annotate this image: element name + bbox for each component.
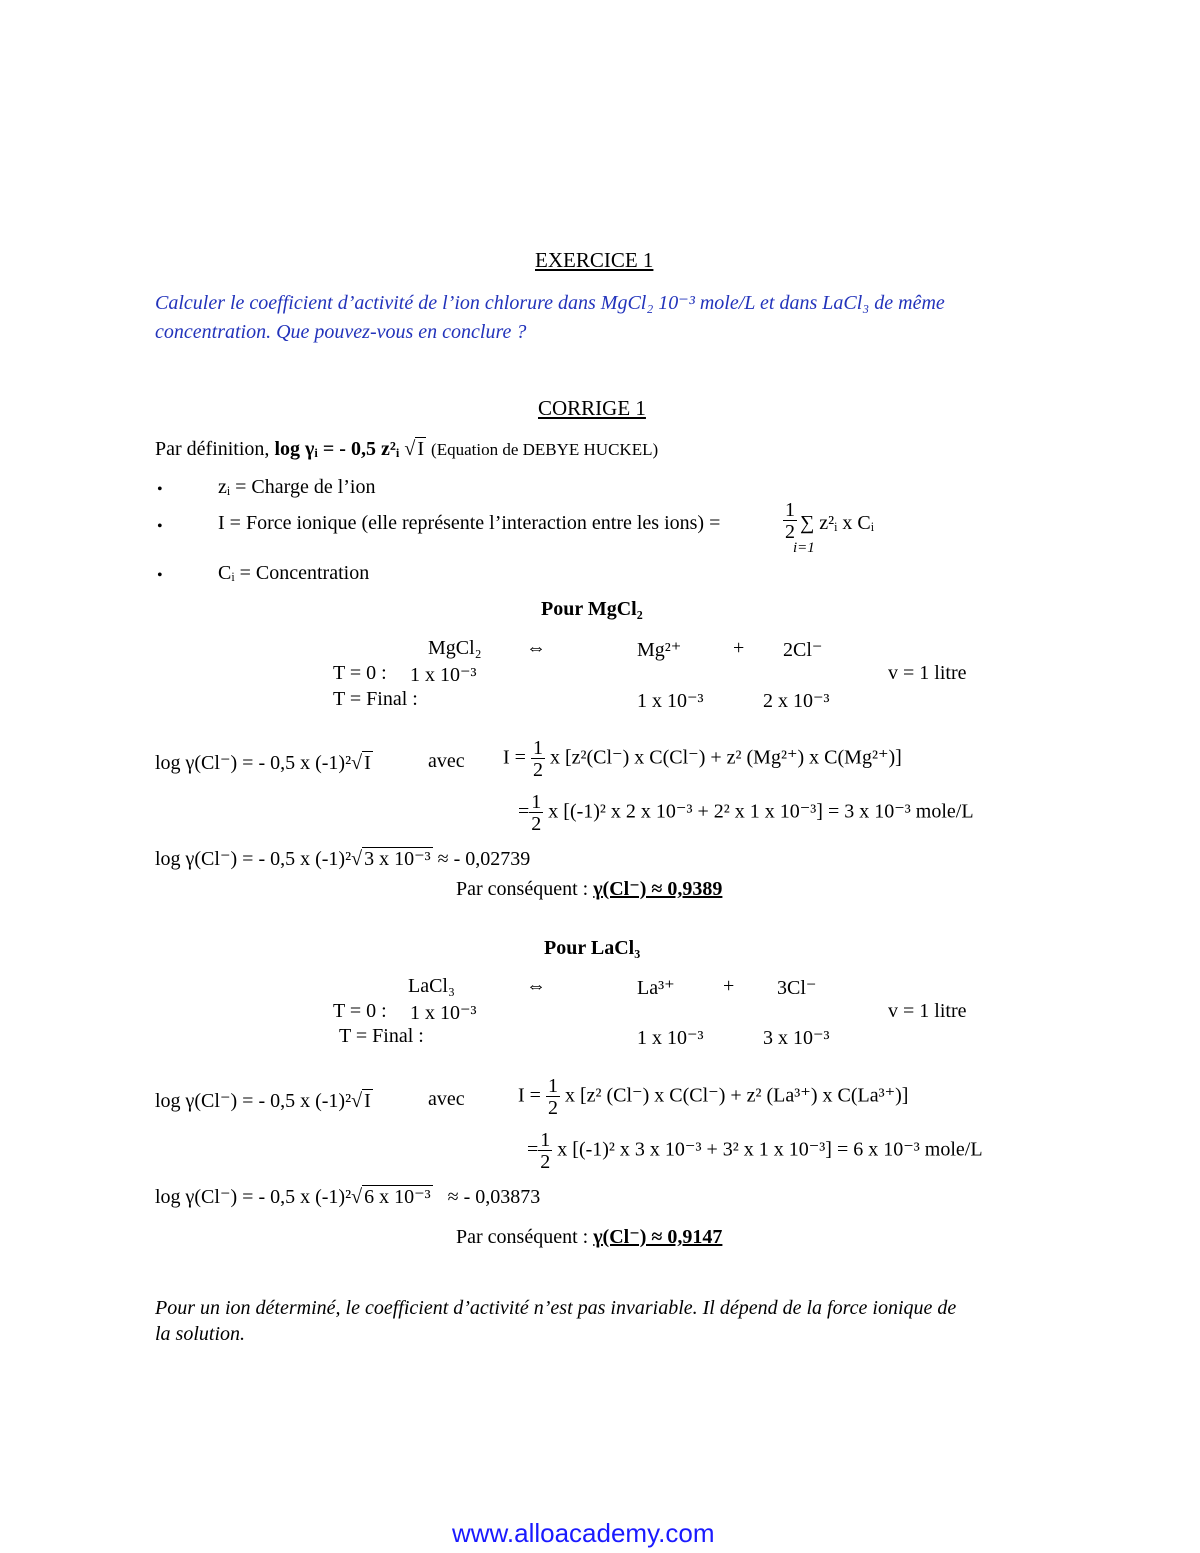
mgcl2-volume: v = 1 litre (888, 662, 967, 684)
mgcl2-species: MgCl₂ (428, 637, 482, 659)
mgcl2-I-line: I = $\frac{1}{2}$ x [z²(Cl⁻) x C(Cl⁻) + z² (Mg²⁺) x C(Mg²⁺)] (503, 737, 902, 781)
definition-suffix: (Equation de DEBYE HUCKEL) (431, 440, 659, 459)
mgcl2-heading: Pour MgCl₂ (541, 598, 643, 620)
lacl3-cation: La³⁺ (637, 977, 675, 999)
footer-link[interactable]: www.alloacademy.com (452, 1518, 715, 1548)
mgcl2-log-line: log γ(Cl⁻) = - 0,5 x (-1)²√ I (155, 752, 371, 774)
bullet-I-fraction: $\frac{1}{2}$ (785, 499, 795, 543)
mgcl2-anion: 2Cl⁻ (783, 639, 823, 661)
mgcl2-cation: Mg²⁺ (637, 639, 682, 661)
mgcl2-t0-label: T = 0 : (333, 662, 387, 684)
lacl3-anion: 3Cl⁻ (777, 977, 817, 999)
lacl3-tf-anion: 3 x 10⁻³ (763, 1027, 830, 1049)
lacl3-arrow: ⇔ (526, 975, 546, 997)
lacl3-conclusion: Par conséquent : γ(Cl⁻) ≈ 0,9147 (456, 1226, 723, 1248)
lacl3-log2-line: log γ(Cl⁻) = - 0,5 x (-1)²√ 6 x 10⁻³ ≈ - 0,03873 (155, 1186, 541, 1208)
bullet-I-index: i=1 (793, 540, 815, 556)
sqrt-symbol: √ I (351, 752, 371, 774)
lacl3-result: γ(Cl⁻) ≈ 0,9147 (593, 1226, 723, 1248)
sqrt-symbol: √ I (404, 438, 425, 460)
lacl3-tf-label: T = Final : (339, 1025, 424, 1047)
mgcl2-I2-line: = $\frac{1}{2}$ x [(-1)² x 2 x 10⁻³ + 2² x 1 x 10⁻³] = 3 x 10⁻³ mole/L (518, 791, 974, 835)
mgcl2-tf-label: T = Final : (333, 688, 418, 710)
final-note-line1: Pour un ion déterminé, le coefficient d’activité n’est pas invariable. Il dépend de la force ionique de (155, 1297, 957, 1319)
bullet-z: zᵢ = Charge de l’ion (218, 476, 376, 498)
definition-formula: log γᵢ = - 0,5 z²ᵢ (274, 438, 400, 460)
mgcl2-plus: + (733, 637, 745, 659)
lacl3-avec: avec (428, 1088, 465, 1110)
sqrt-symbol: √ I (351, 1090, 371, 1112)
mgcl2-t0-value: 1 x 10⁻³ (410, 664, 477, 686)
exercise-title: EXERCICE 1 (535, 248, 654, 272)
bullet-icon: • (157, 518, 163, 535)
mgcl2-tf-cation: 1 x 10⁻³ (637, 690, 704, 712)
bullet-icon: • (157, 481, 163, 498)
lacl3-tf-cation: 1 x 10⁻³ (637, 1027, 704, 1049)
bullet-C: Cᵢ = Concentration (218, 562, 370, 584)
mgcl2-tf-anion: 2 x 10⁻³ (763, 690, 830, 712)
exercise-statement-line1: Calculer le coefficient d’activité de l’ion chlorure dans MgCl₂ 10⁻³ mole/L et dans LaCl₃ de même (155, 292, 945, 314)
bullet-I: I = Force ionique (elle représente l’interaction entre les ions) = (218, 512, 721, 534)
mgcl2-conclusion: Par conséquent : γ(Cl⁻) ≈ 0,9389 (456, 878, 723, 900)
lacl3-I-line: I = $\frac{1}{2}$ x [z² (Cl⁻) x C(Cl⁻) + z² (La³⁺) x C(La³⁺)] (518, 1075, 909, 1119)
mgcl2-log2-line: log γ(Cl⁻) = - 0,5 x (-1)²√ 3 x 10⁻³ ≈ - 0,02739 (155, 848, 531, 870)
mgcl2-avec: avec (428, 750, 465, 772)
lacl3-volume: v = 1 litre (888, 1000, 967, 1022)
correction-title: CORRIGE 1 (538, 396, 646, 420)
lacl3-heading: Pour LaCl₃ (544, 937, 641, 959)
lacl3-t0-value: 1 x 10⁻³ (410, 1002, 477, 1024)
lacl3-I2-line: = $\frac{1}{2}$ x [(-1)² x 3 x 10⁻³ + 3² x 1 x 10⁻³] = 6 x 10⁻³ mole/L (527, 1129, 983, 1173)
lacl3-log-line: log γ(Cl⁻) = - 0,5 x (-1)²√ I (155, 1090, 371, 1112)
bullet-icon: • (157, 567, 163, 584)
lacl3-plus: + (723, 975, 735, 997)
definition-prefix: Par définition, (155, 438, 270, 460)
sqrt-symbol: √ 6 x 10⁻³ (351, 1186, 431, 1208)
exercise-statement-line2: concentration. Que pouvez-vous en conclure ? (155, 321, 527, 343)
lacl3-t0-label: T = 0 : (333, 1000, 387, 1022)
mgcl2-arrow: ⇔ (526, 637, 546, 659)
sqrt-symbol: √ 3 x 10⁻³ (351, 848, 431, 870)
final-note-line2: la solution. (155, 1323, 246, 1345)
definition-line (155, 438, 658, 461)
mgcl2-result: γ(Cl⁻) ≈ 0,9389 (593, 878, 723, 900)
lacl3-species: LaCl₃ (408, 975, 455, 997)
bullet-I-sum: ∑ z²ᵢ x Cᵢ (800, 512, 875, 534)
